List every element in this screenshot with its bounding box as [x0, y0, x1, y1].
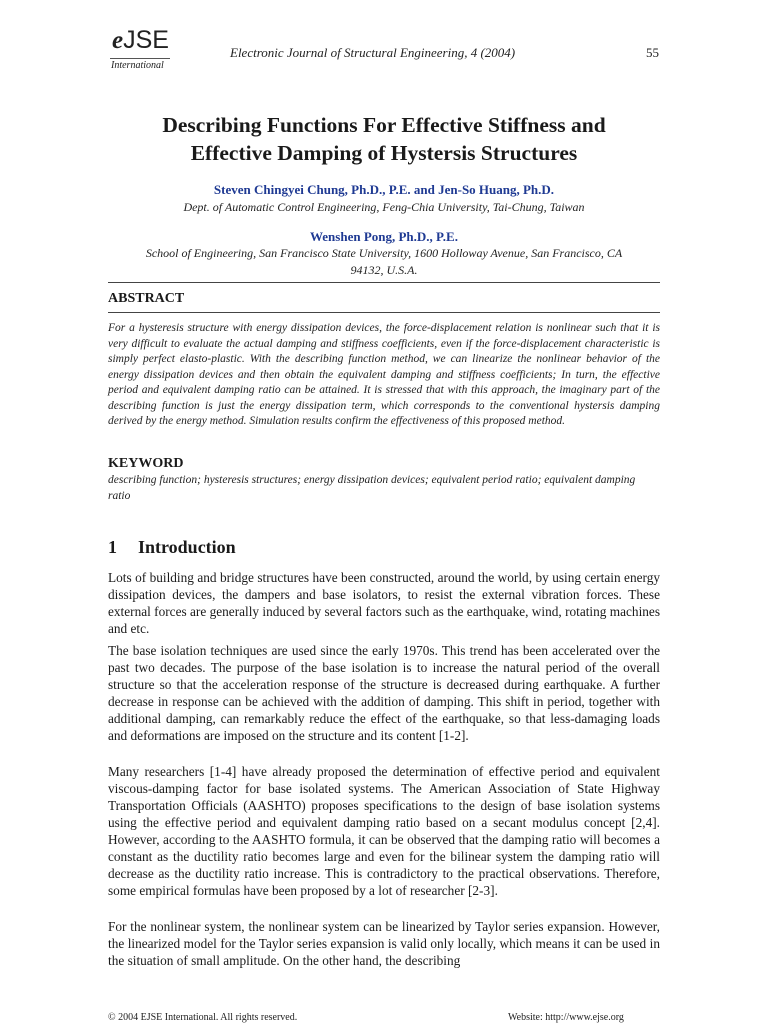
- divider-top: [108, 282, 660, 283]
- logo-subtitle: International: [111, 60, 164, 71]
- affiliation-2-line-1: School of Engineering, San Francisco State University, 1600 Holloway Avenue, San Francisco, CA: [145, 246, 623, 260]
- logo-wordmark: [112, 26, 169, 55]
- logo-e: e: [112, 27, 124, 54]
- footer-copyright: © 2004 EJSE International. All rights reserved.: [108, 1012, 298, 1023]
- affiliation-1: [110, 199, 658, 216]
- page-number: 55: [646, 45, 659, 60]
- keyword-heading: KEYWORD: [108, 456, 184, 471]
- abstract-text: For a hysteresis structure with energy dissipation devices, the force-displacement relation is nonlinear such that it is very difficult to evaluate the actual damping and stiffness coefficients, even if the force-displacement characteristic is simply perfect elasto-plastic. With the describing function method, we can linearize the nonlinear behavior of the energy dissipation devices and then obtain the equivalent damping and stiffness coefficients; In turn, the effective period and equivalent damping ratio can be attained. It is stressed that with this approach, the imaginary part of the describing function is just the energy dissipation term, which corresponds to the conventional hystersis damping derived by the energy method. Simulation results confirm the effectiveness of this proposed method.: [108, 322, 660, 427]
- section-title: Introduction: [138, 537, 236, 557]
- paragraph-4: For the nonlinear system, the nonlinear system can be linearized by Taylor series expansion. However, the linearized model for the Taylor series expansion is valid only locally, which means it can be used in the situation of small amplitude. On the other hand, the describing: [108, 919, 660, 968]
- keyword-text: describing function; hysteresis structures; energy dissipation devices; equivalent period ratio; equivalent damping ratio: [108, 474, 636, 502]
- title-line-2: Effective Damping of Hystersis Structures: [190, 141, 578, 165]
- journal-logo: [108, 26, 188, 74]
- divider-abstract: [108, 312, 660, 313]
- title-line-1: Describing Functions For Effective Stiffness and: [162, 113, 606, 137]
- journal-name: Electronic Journal of Structural Engineering, 4 (2004): [230, 45, 516, 60]
- paragraph-1: Lots of building and bridge structures have been constructed, around the world, by using certain energy dissipation devices, the dampers and base isolators, to resist the external vibration forces. These external forces are generally induced by several factors such as the earthquake, wind, rotating machines and etc.: [108, 570, 660, 636]
- affiliation-2-line-2: 94132, U.S.A.: [350, 263, 418, 277]
- authors-group-2: Wenshen Pong, Ph.D., P.E.: [310, 229, 458, 244]
- affiliation-2: [110, 245, 658, 279]
- abstract-heading: ABSTRACT: [108, 291, 185, 306]
- logo-rule: [110, 58, 170, 59]
- logo-jse: JSE: [123, 26, 169, 54]
- affiliation-1-line-1: Dept. of Automatic Control Engineering, Feng-Chia University, Tai-Chung, Taiwan: [183, 200, 585, 214]
- section-number: 1: [108, 537, 117, 557]
- paragraph-3: Many researchers [1-4] have already proposed the determination of effective period and equivalent viscous-damping factor for base isolated systems. The American Association of State Highway Transportation Officials (AASHTO) proposes specifications to the design of base isolation systems using the effective period and equivalent damping ratio based on a secant modulus concept [2,4]. However, according to the AASHTO formula, it can be observed that the damping ratio will becomes a constant as the ductility ratio becomes large and even for the bilinear system the damping ratio will decrease as the ductility ratio increase. This is contradictory to the practical observations. Therefore, some empirical formulas have been proposed by a lot of researcher [2-3].: [108, 764, 660, 898]
- paragraph-2: The base isolation techniques are used since the early 1970s. This trend has been accelerated over the past two decades. The purpose of the base isolation is to increase the natural period of the overall structure so that the acceleration response of the structure is decreased during earthquake. A further decrease in response can be achieved with the addition of damping. This shift in period, together with additional damping, can remarkably reduce the effect of the earthquake, so that less-damaging loads and deformations are imposed on the structure and its content [1-2].: [108, 643, 660, 743]
- authors-group-1: Steven Chingyei Chung, Ph.D., P.E. and Jen-So Huang, Ph.D.: [213, 182, 555, 197]
- section-heading-introduction: [108, 537, 236, 558]
- footer-website: Website: http://www.ejse.org: [508, 1012, 624, 1023]
- paper-title: [100, 111, 668, 167]
